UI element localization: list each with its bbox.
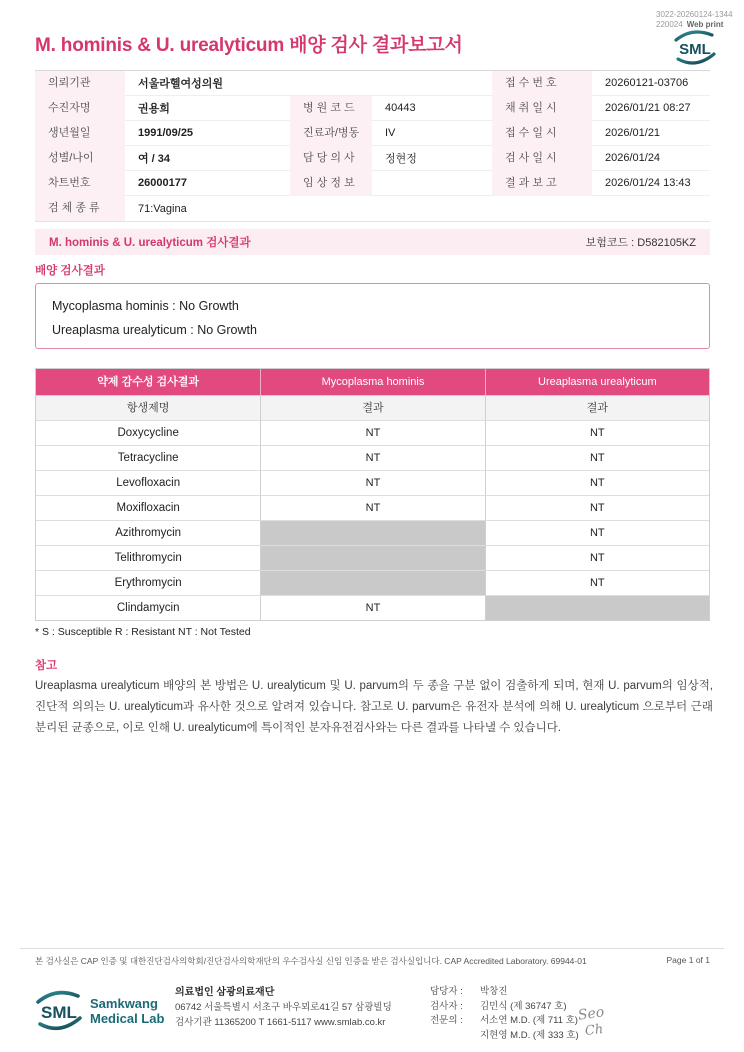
insurance-code: 보험코드 : D582105KZ [585, 237, 696, 249]
antibiotic-name: Azithromycin [36, 520, 260, 545]
staff-block [430, 985, 579, 1043]
field-label: 임 상 정 보 [290, 171, 372, 196]
staff-label: 전문의 : [430, 1015, 463, 1026]
page-number: Page 1 of 1 [666, 955, 710, 965]
field-label: 검 사 일 시 [492, 146, 592, 171]
susceptibility-legend: * S : Susceptible R : Resistant NT : Not Tested [35, 626, 251, 638]
mh-result-not-applicable [260, 520, 484, 545]
reference-body: Ureaplasma urealyticum 배양의 본 방법은 U. urealyticum 및 U. parvum의 두 종을 구분 없이 검출하게 되며, 현재 U. parvum의 임상적, 진단적 의의는 U. urealyticum과 유사한 것으로 알려져 있습니다. 참고로 U. parvum은 유전자 분석에 의해 U. urealyticum 으로부터 근래 분리된 균종으로, 이로 인해 U. urealyticum에 특이적인 분자유전검사와는 다른 결과를 나타낼 수 있습니다. [35, 680, 713, 734]
mh-result: NT [260, 495, 484, 520]
doctor-signature: Ch [584, 1022, 605, 1039]
doctor-signature: Seo [577, 1004, 606, 1024]
field-value: 40443 [385, 102, 416, 114]
field-value: 26000177 [138, 177, 187, 189]
field-value: 2026/01/24 [605, 152, 661, 164]
accreditation-text: 본 검사실은 CAP 인증 및 대한진단검사의학회/진단검사의학재단의 우수검사실 신임 인증을 받은 검사실입니다. CAP Accredited Laboratory. 69944-01 [35, 956, 587, 966]
staff-value: 박창진 [480, 986, 508, 997]
print-code-line2: 220024 Web print [656, 20, 724, 29]
field-value: 2026/01/21 08:27 [605, 102, 691, 114]
table-row [36, 595, 709, 620]
brand-line2: Medical Lab [90, 1011, 165, 1026]
field-value: 권용희 [138, 103, 170, 115]
field-label: 진료과/병동 [290, 121, 372, 146]
result-section-bar [35, 229, 710, 255]
staff-label: 담당자 : [430, 986, 463, 997]
antibiotic-name: Moxifloxacin [36, 495, 260, 520]
susceptibility-table [35, 368, 710, 621]
table-row [35, 96, 710, 121]
uu-result: NT [485, 545, 709, 570]
field-label: 차트번호 [35, 171, 125, 196]
brand-wordmark [90, 996, 164, 1026]
web-print-label: Web print [686, 20, 724, 29]
mh-result: NT [260, 470, 484, 495]
mh-result-not-applicable [260, 545, 484, 570]
footer-logo-text: SML [41, 1003, 77, 1022]
column-subheader: 항생제명 [36, 395, 260, 420]
culture-result-line: Mycoplasma hominis : No Growth [52, 299, 239, 313]
result-section-title: M. hominis & U. urealyticum 검사결과 [49, 237, 251, 249]
table-subheader-row [36, 395, 709, 420]
culture-result-box [35, 283, 710, 349]
staff-value: 김민식 (제 36747 호) [480, 1000, 567, 1012]
organization-address: 06742 서울특별시 서초구 바우뫼로41길 57 삼광빌딩 [175, 1002, 392, 1013]
field-value: 서울라헬여성의원 [138, 78, 224, 90]
table-row [35, 171, 710, 196]
uu-result: NT [485, 445, 709, 470]
table-row [36, 470, 709, 495]
antibiotic-name: Levofloxacin [36, 470, 260, 495]
antibiotic-name: Erythromycin [36, 570, 260, 595]
organization-name: 의료법인 삼광의료재단 [175, 987, 275, 998]
staff-row [430, 1000, 579, 1015]
staff-row [430, 985, 579, 1000]
patient-info-table [35, 70, 710, 222]
mh-result: NT [260, 420, 484, 445]
field-label: 채 취 일 시 [492, 96, 592, 121]
staff-label [430, 1029, 474, 1044]
staff-value: 서소연 M.D. (제 711 호) [480, 1015, 578, 1026]
antibiotic-name: Telithromycin [36, 545, 260, 570]
mh-result-not-applicable [260, 570, 484, 595]
field-label: 수진자명 [35, 96, 125, 121]
field-label: 접 수 일 시 [492, 121, 592, 146]
table-row [36, 520, 709, 545]
field-label: 접 수 번 호 [492, 71, 592, 96]
antibiotic-name: Clindamycin [36, 595, 260, 620]
field-label: 생년월일 [35, 121, 125, 146]
uu-result: NT [485, 570, 709, 595]
field-label: 검 체 종 류 [35, 196, 125, 221]
table-row [36, 420, 709, 445]
uu-result: NT [485, 520, 709, 545]
column-header: Ureaplasma urealyticum [485, 369, 709, 395]
uu-result: NT [485, 470, 709, 495]
uu-result: NT [485, 495, 709, 520]
logo-text: SML [679, 41, 711, 58]
field-value: 정현정 [385, 153, 417, 165]
table-row [35, 146, 710, 171]
staff-row [430, 1014, 579, 1029]
reference-title: 참고 [35, 660, 58, 672]
field-label: 의뢰기관 [35, 71, 125, 96]
table-row [36, 545, 709, 570]
brand-line1: Samkwang [90, 996, 158, 1011]
sml-logo-icon [672, 28, 718, 71]
field-value: 2026/01/21 [605, 127, 661, 139]
organization-contact: 검사기관 11365200 T 1661-5117 www.smlab.co.kr [175, 1017, 386, 1028]
field-value: 71:Vagina [138, 202, 187, 215]
field-label: 성별/나이 [35, 146, 125, 171]
column-header: Mycoplasma hominis [260, 369, 484, 395]
sml-footer-logo-icon [33, 988, 85, 1037]
table-row [36, 570, 709, 595]
column-subheader: 결과 [260, 395, 484, 420]
page-title: M. hominis & U. urealyticum 배양 검사 결과보고서 [35, 35, 463, 56]
antibiotic-name: Tetracycline [36, 445, 260, 470]
field-value: 20260121-03706 [605, 77, 689, 89]
table-row [35, 121, 710, 146]
mh-result: NT [260, 595, 484, 620]
field-value: 2026/01/24 13:43 [605, 177, 691, 189]
field-value: 1991/09/25 [138, 127, 194, 139]
table-row [35, 71, 710, 96]
culture-result-title: 배양 검사결과 [35, 265, 105, 277]
table-body [36, 420, 709, 620]
table-row [36, 495, 709, 520]
uu-result-not-applicable [485, 595, 709, 620]
table-row [36, 445, 709, 470]
staff-row [430, 1029, 579, 1044]
antibiotic-name: Doxycycline [36, 420, 260, 445]
table-header-row [36, 369, 709, 395]
staff-label: 검사자 : [430, 1000, 463, 1012]
organization-block [175, 985, 392, 1030]
staff-value: 지현영 M.D. (제 333 호) [480, 1029, 579, 1041]
field-value: 여 / 34 [138, 153, 171, 165]
footer-divider [20, 948, 724, 949]
field-label: 병 원 코 드 [290, 96, 372, 121]
mh-result: NT [260, 445, 484, 470]
table-row [35, 196, 710, 221]
print-code-line1: 3022-20260124-1344 [656, 10, 733, 19]
print-codes [656, 10, 733, 30]
column-subheader: 결과 [485, 395, 709, 420]
column-header: 약제 감수성 검사결과 [36, 369, 260, 395]
culture-result-line: Ureaplasma urealyticum : No Growth [52, 323, 257, 337]
field-label: 담 당 의 사 [290, 146, 372, 171]
field-label: 결 과 보 고 [492, 171, 592, 196]
uu-result: NT [485, 420, 709, 445]
field-value: IV [385, 127, 396, 139]
accreditation-line [35, 955, 710, 967]
